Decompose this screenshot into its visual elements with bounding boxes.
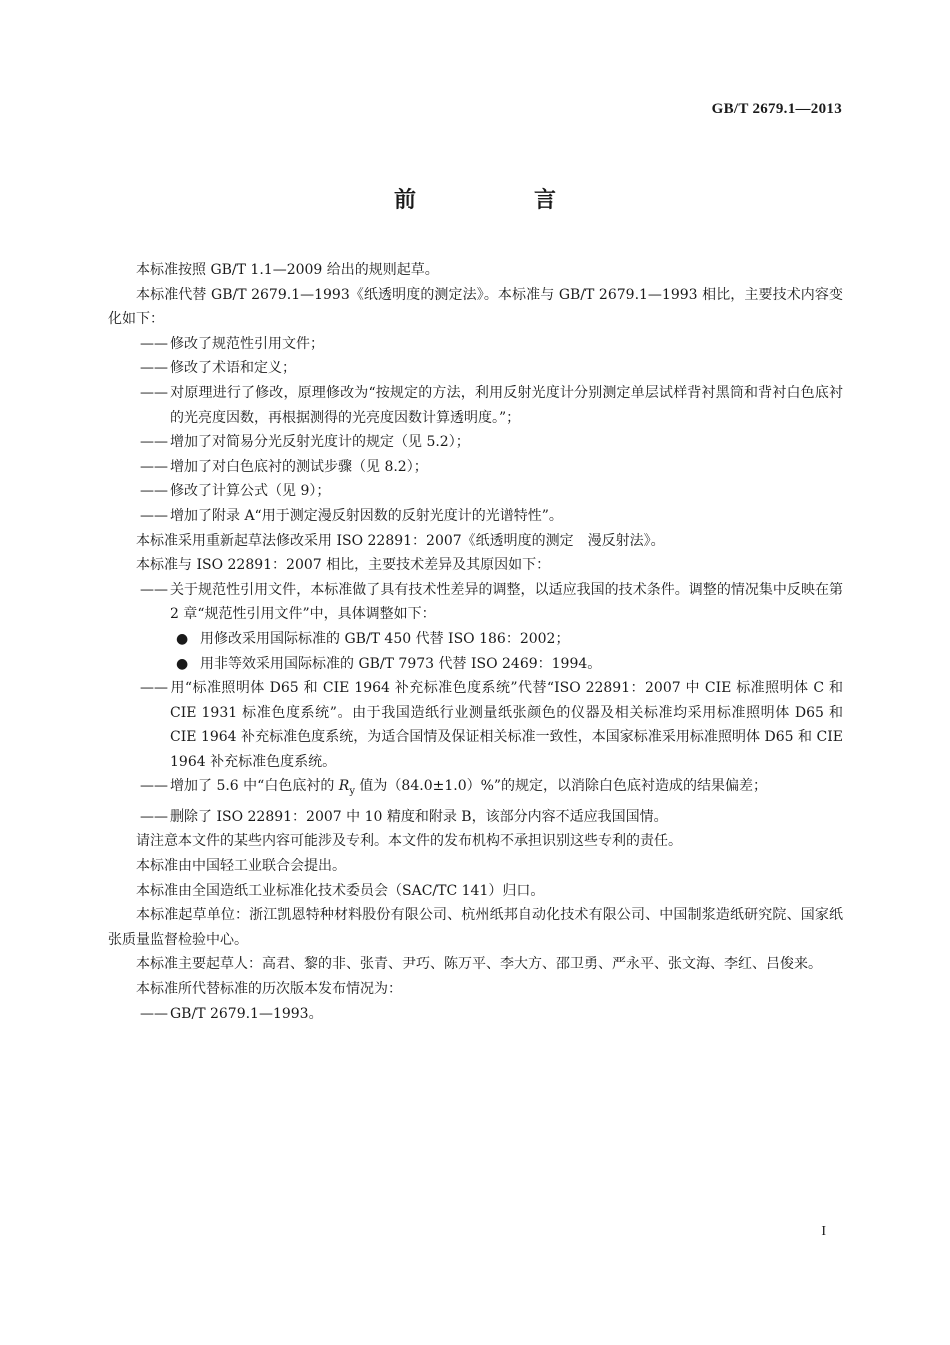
bullet-item <box>108 627 843 652</box>
dash-mark: —— <box>140 483 168 500</box>
change-text: 修改了术语和定义； <box>170 360 296 377</box>
difference-item <box>108 774 843 804</box>
variable-subscript: y <box>349 786 355 798</box>
difference-text: 关于规范性引用文件，本标准做了具有技术性差异的调整，以适应我国的技术条件。调整的情况集中反映在第 2 章“规范性引用文件”中，具体调整如下： <box>170 581 843 623</box>
change-item <box>108 430 843 455</box>
difference-text-post: 值为（84.0±1.0）%”的规定，以消除白色底衬造成的结果偏差； <box>354 778 768 795</box>
dash-mark: —— <box>140 778 168 795</box>
paragraph: 本标准代替 GB/T 2679.1—1993《纸透明度的测定法》。本标准与 GB/T 2679.1—1993 相比，主要技术内容变化如下： <box>108 286 843 328</box>
history-text: GB/T 2679.1—1993。 <box>170 1005 323 1022</box>
change-item <box>108 356 843 381</box>
difference-item <box>108 578 843 627</box>
paragraph: 本标准按照 GB/T 1.1—2009 给出的规则起草。 <box>136 262 439 278</box>
difference-item <box>108 805 843 830</box>
change-item <box>108 381 843 430</box>
page-number: I <box>821 1224 826 1239</box>
change-text: 修改了计算公式（见 9）； <box>170 483 331 500</box>
paragraph: 本标准与 ISO 22891：2007 相比，主要技术差异及其原因如下： <box>136 557 551 574</box>
change-item <box>108 332 843 357</box>
change-item <box>108 479 843 504</box>
page-title: 前 言 <box>393 188 604 213</box>
dash-mark: —— <box>140 808 168 825</box>
change-item <box>108 455 843 480</box>
change-text: 修改了规范性引用文件； <box>170 335 324 352</box>
bullet-mark: ● <box>176 630 189 647</box>
paragraph: 请注意本文件的某些内容可能涉及专利。本文件的发布机构不承担识别这些专利的责任。 <box>136 833 682 850</box>
paragraph: 本标准起草单位：浙江凯恩特种材料股份有限公司、杭州纸邦自动化技术有限公司、中国制浆造纸研究院、国家纸张质量监督检验中心。 <box>108 907 843 948</box>
standard-id: GB/T 2679.1—2013 <box>711 101 842 117</box>
change-item <box>108 504 843 529</box>
change-text: 增加了对白色底衬的测试步骤（见 8.2）； <box>170 458 428 475</box>
paragraph: 本标准采用重新起草法修改采用 ISO 22891：2007《纸透明度的测定 漫反射法》。 <box>136 532 665 549</box>
dash-mark: —— <box>140 434 168 451</box>
difference-text: 用“标准照明体 D65 和 CIE 1964 补充标准色度系统”代替“ISO 22891：2007 中 CIE 标准照明体 C 和 CIE 1931 标准色度系统”。由于我国造纸行业测量纸张颜色的仪器及相关标准均采用标准照明体 D65 和 CIE 1964 补充标准色度系统，为适合国情及保证相关标准一致性，本国家标准采用标准照明体 D65 和 CIE 1964 补充标准色度系统。 <box>170 680 843 770</box>
difference-text-pre: 增加了 5.6 中“白色底衬的 <box>170 778 339 795</box>
dash-mark: —— <box>140 384 168 401</box>
change-text: 增加了附录 A“用于测定漫反射因数的反射光度计的光谱特性”。 <box>170 507 563 524</box>
paragraph: 本标准由中国轻工业联合会提出。 <box>136 858 346 875</box>
bullet-text: 用非等效采用国际标准的 GB/T 7973 代替 ISO 2469：1994。 <box>200 655 602 672</box>
dash-mark: —— <box>140 360 168 377</box>
history-item <box>108 1002 843 1027</box>
variable-r: R <box>338 778 350 795</box>
dash-mark: —— <box>140 581 168 598</box>
dash-mark: —— <box>140 507 168 524</box>
change-text: 对原理进行了修改，原理修改为“按规定的方法，利用反射光度计分别测定单层试样背衬黑筒和背衬白色底衬的光亮度因数，再根据测得的光亮度因数计算透明度。”； <box>170 384 843 426</box>
dash-mark: —— <box>140 680 168 697</box>
document-body <box>108 258 843 1026</box>
paragraph: 本标准所代替标准的历次版本发布情况为： <box>136 981 402 998</box>
paragraph: 本标准主要起草人：高君、黎的非、张青、尹巧、陈万平、李大方、邵卫勇、严永平、张文海、李红、吕俊来。 <box>136 956 822 973</box>
bullet-text: 用修改采用国际标准的 GB/T 450 代替 ISO 186：2002； <box>200 630 570 647</box>
paragraph: 本标准由全国造纸工业标准化技术委员会（SAC/TC 141）归口。 <box>136 882 545 899</box>
bullet-item <box>108 652 843 677</box>
dash-mark: —— <box>140 335 168 352</box>
bullet-mark: ● <box>176 655 189 672</box>
dash-mark: —— <box>140 458 168 475</box>
difference-item <box>108 676 843 774</box>
dash-mark: —— <box>140 1005 168 1022</box>
change-text: 增加了对简易分光反射光度计的规定（见 5.2）； <box>170 434 470 451</box>
difference-text: 删除了 ISO 22891：2007 中 10 精度和附录 B，该部分内容不适应我国国情。 <box>170 808 668 825</box>
